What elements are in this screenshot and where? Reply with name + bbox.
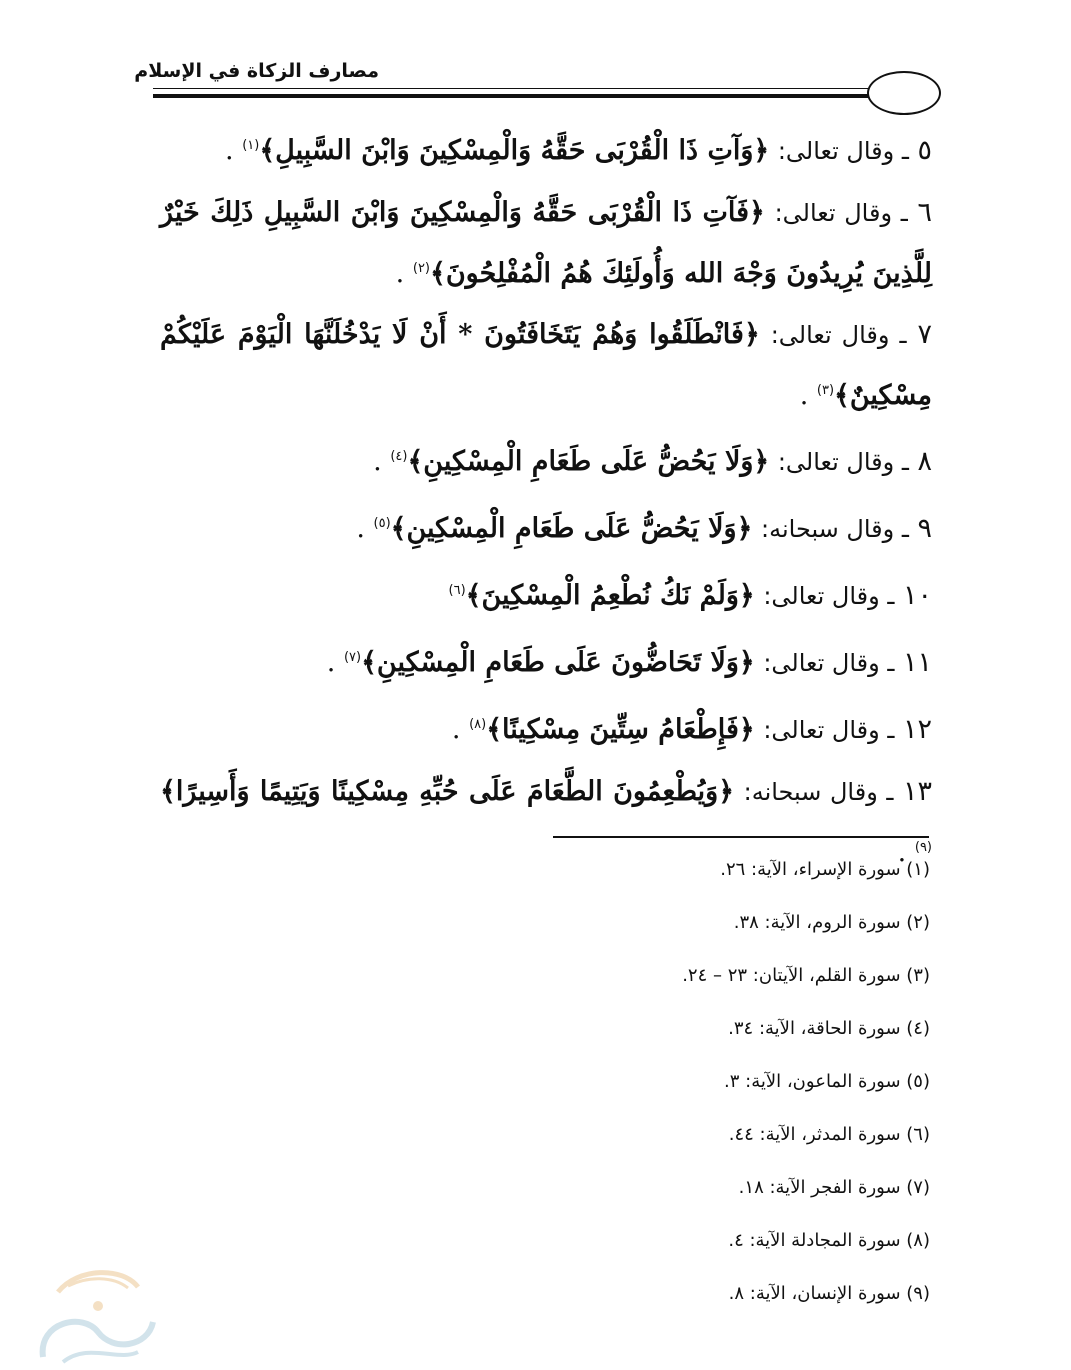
entry-end: .: [799, 380, 809, 411]
entry-end: .: [395, 258, 405, 289]
logo-watermark-icon: [28, 1262, 164, 1370]
entry-7: [160, 307, 932, 423]
quran-verse: ﴿وَآتِ ذَا الْقُرْبَى حَقَّهُ وَالْمِسْكِينَ وَابْنَ السَّبِيلِ﴾: [259, 135, 770, 166]
footnote-marker: (١): [242, 138, 260, 153]
body-text: [160, 118, 932, 886]
entry-number: ٥: [917, 135, 932, 166]
footnote-marker: (٥): [373, 516, 391, 531]
quran-verse: ﴿وَلَا تَحَاضُّونَ عَلَى طَعَامِ الْمِسْكِينِ﴾: [361, 647, 755, 678]
entry-lead: ـ وقال تعالى:: [777, 448, 909, 476]
entry-number: ٦: [917, 197, 932, 228]
header-rule-thin: [153, 88, 869, 89]
footnote-marker: (٦): [448, 583, 466, 598]
entry-number: ١١: [902, 647, 932, 678]
entry-lead: ـ وقال سبحانه:: [743, 778, 894, 806]
entry-lead: ـ وقال تعالى:: [763, 716, 895, 744]
entry-number: ١٢: [902, 714, 932, 745]
footnote-separator: [553, 836, 929, 838]
quran-verse: ﴿فَانْطَلَقُوا وَهُمْ يَتَخَافَتُونَ * أَنْ لَا يَدْخُلَنَّهَا الْيَوْمَ عَلَيْكُمْ مِسْكِينٌ﴾: [160, 319, 932, 411]
footnote-marker: (٨): [469, 717, 487, 732]
footnotes: [430, 852, 930, 1329]
entry-6: [160, 185, 932, 301]
entry-number: ١٣: [903, 776, 933, 807]
footnote-7: (٧) سورة الفجر الآية: ١٨.: [738, 1177, 930, 1198]
entry-11: [160, 630, 932, 691]
entry-lead: ـ وقال تعالى:: [777, 137, 909, 165]
footnote-6: (٦) سورة المدثر، الآية: ٤٤.: [728, 1124, 930, 1145]
entry-9: [160, 496, 932, 557]
entry-end: .: [356, 513, 365, 544]
footnote-5: (٥) سورة الماعون، الآية: ٣.: [724, 1071, 930, 1092]
footnote-2: (٢) سورة الروم، الآية: ٣٨.: [733, 912, 930, 933]
page-number-oval: [867, 71, 941, 115]
footnote-marker: (٣): [816, 383, 835, 398]
quran-verse: ﴿وَلَمْ نَكُ نُطْعِمُ الْمِسْكِينَ﴾: [465, 580, 755, 611]
quran-verse: ﴿وَيُطْعِمُونَ الطَّعَامَ عَلَى حُبِّهِ مِسْكِينًا وَيَتِيمًا وَأَسِيرًا﴾: [160, 776, 735, 807]
footnote-marker: (٢): [412, 261, 430, 276]
entry-lead: ـ وقال تعالى:: [774, 199, 908, 227]
entry-lead: ـ وقال سبحانه:: [761, 515, 909, 543]
footnote-marker: (٧): [343, 650, 362, 665]
entry-end: .: [326, 647, 336, 678]
entry-end: .: [451, 714, 461, 745]
quran-verse: ﴿فَإِطْعَامُ سِتِّينَ مِسْكِينًا﴾: [486, 714, 755, 745]
entry-end: .: [373, 446, 382, 477]
entry-10: [160, 563, 932, 624]
entry-number: ٨: [917, 446, 932, 477]
entry-8: [160, 429, 932, 490]
entry-lead: ـ وقال تعالى:: [770, 321, 907, 349]
entry-end: .: [897, 837, 907, 868]
footnote-9: (٩) سورة الإنسان، الآية: ٨.: [728, 1283, 930, 1304]
entry-end: .: [225, 135, 234, 166]
footnote-marker: (٩): [914, 840, 932, 855]
quran-verse: ﴿فَآتِ ذَا الْقُرْبَى حَقَّهُ وَالْمِسْكِينَ وَابْنَ السَّبِيلِ ذَلِكَ خَيْرٌ لِلَّذِينَ يُرِيدُونَ وَجْهَ الله وَأُولَئِكَ هُمُ الْمُفْلِحُونَ﴾: [160, 197, 932, 289]
footnote-marker: (٤): [390, 449, 408, 464]
entry-lead: ـ وقال تعالى:: [763, 582, 895, 610]
entry-5: [160, 118, 932, 179]
footnote-3: (٣) سورة القلم، الآيتان: ٢٣ – ٢٤.: [682, 965, 930, 986]
quran-verse: ﴿وَلَا يَحُضُّ عَلَى طَعَامِ الْمِسْكِينِ﴾: [390, 513, 753, 544]
entry-number: ٧: [917, 319, 932, 350]
footnote-4: (٤) سورة الحاقة، الآية: ٣٤.: [728, 1018, 930, 1039]
running-header-title: مصارف الزكاة في الإسلام: [134, 60, 379, 82]
entry-lead: ـ وقال تعالى:: [763, 649, 895, 677]
footnote-8: (٨) سورة المجادلة الآية: ٤.: [728, 1230, 930, 1251]
quran-verse: ﴿وَلَا يَحُضُّ عَلَى طَعَامِ الْمِسْكِينِ﴾: [407, 446, 770, 477]
entry-number: ١٠: [902, 580, 932, 611]
entry-12: [160, 697, 932, 758]
header-rule-thick: [153, 94, 869, 98]
entry-number: ٩: [917, 513, 932, 544]
footnote-1: (١) سورة الإسراء، الآية: ٢٦.: [720, 859, 930, 880]
